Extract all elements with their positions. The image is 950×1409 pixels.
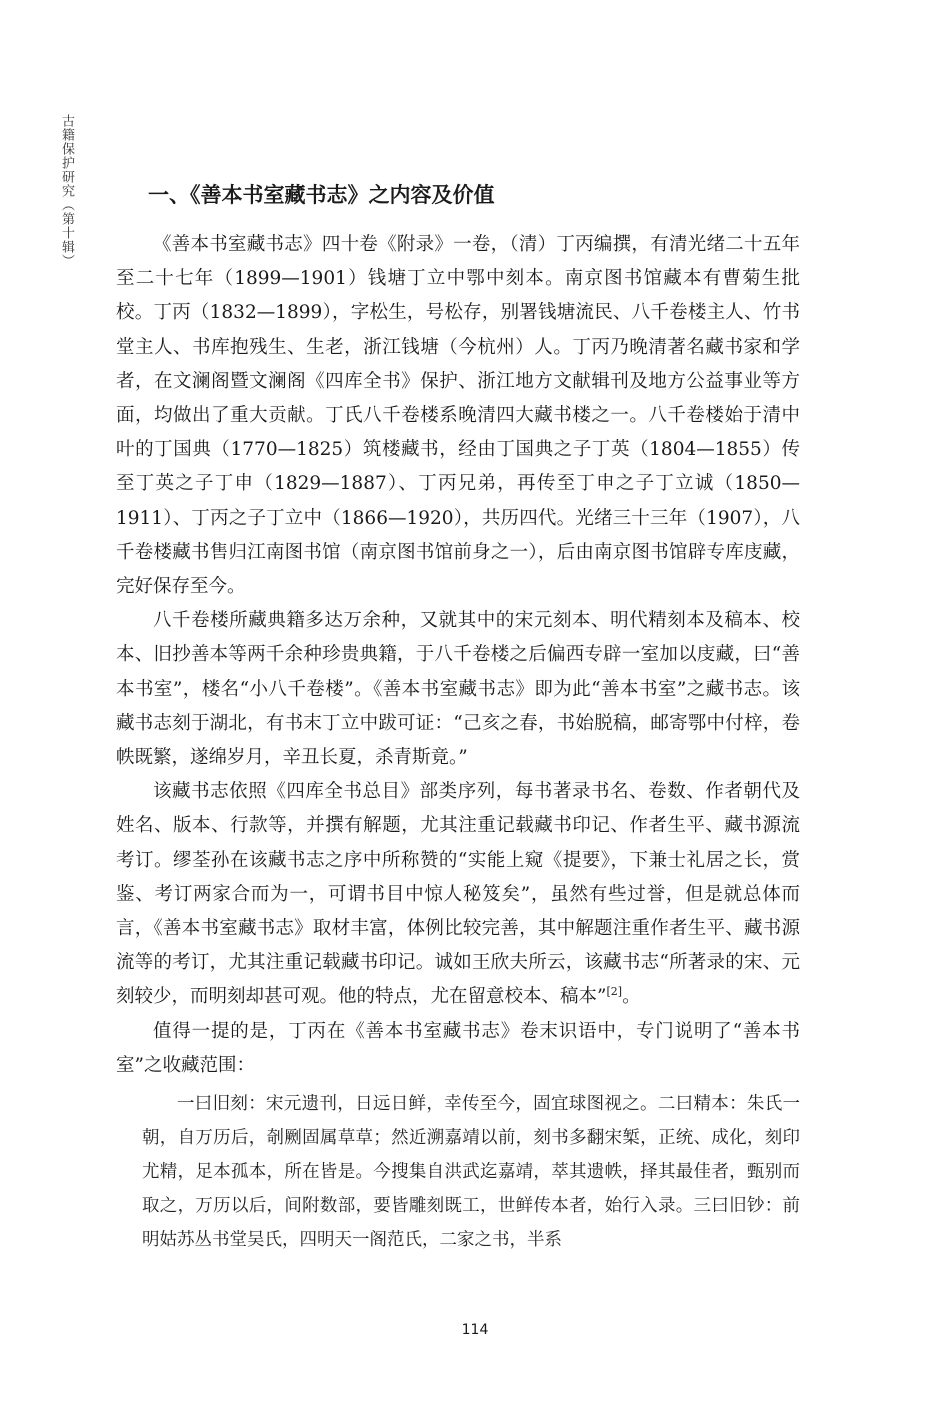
paragraph-2: 八千卷楼所藏典籍多达万余种，又就其中的宋元刻本、明代精刻本及稿本、校本、旧抄善本等两千余种珍贵典籍，于八千卷楼之后偏西专辟一室加以庋藏，曰“善本书室”，楼名“小八千卷楼”。《善本书室藏书志》即为此“善本书室”之藏书志。该藏书志刻于湖北，有书末丁立中跋可证：“己亥之春，书始脱稿，邮寄鄂中付梓，卷帙既繁，遂绵岁月，辛丑长夏，杀青斯竟。” (116, 610, 800, 769)
page-number: 114 (461, 1322, 489, 1338)
block-quote: 一曰旧刻：宋元遗刊，日远日鲜，幸传至今，固宜球图视之。二曰精本：朱氏一朝，自万历后，剞劂固属草草；然近溯嘉靖以前，刻书多翻宋椠，正统、成化，刻印尤精，足本孤本，所在皆是。今搜集自洪武迄嘉靖，萃其遗帙，择其最佳者，甄别而取之，万历以后，间附数部，要皆雕刻既工，世鲜传本者，始行入录。三曰旧钞：前明姑苏丛书堂吴氏，四明天一阁范氏，二家之书，半系 (142, 1094, 800, 1251)
paragraph-4: 值得一提的是，丁丙在《善本书室藏书志》卷末识语中，专门说明了“善本书室”之收藏范围： (116, 1020, 800, 1076)
article-body (116, 170, 800, 1257)
paragraph-3-tail: 。 (622, 986, 641, 1008)
paragraph-3 (116, 775, 800, 1014)
paragraph-1: 《善本书室藏书志》四十卷《附录》一卷，（清）丁丙编撰，有清光绪二十五年至二十七年（1899—1901）钱塘丁立中鄂中刻本。南京图书馆藏本有曹菊生批校。丁丙（1832—1899），字松生，号松存，别署钱塘流民、八千卷楼主人、竹书堂主人、书库抱残生、生老，浙江钱塘（今杭州）人。丁丙乃晚清著名藏书家和学者，在文澜阁暨文澜阁《四库全书》保护、浙江地方文献辑刊及地方公益事业等方面，均做出了重大贡献。丁氏八千卷楼系晚清四大藏书楼之一。八千卷楼始于清中叶的丁国典（1770—1825）筑楼藏书，经由丁国典之子丁英（1804—1855）传至丁英之子丁申（1829—1887）、丁丙兄弟，再传至丁申之子丁立诚（1850—1911）、丁丙之子丁立中（1866—1920），共历四代。光绪三十三年（1907），八千卷楼藏书售归江南图书馆（南京图书馆前身之一），后由南京图书馆辟专库庋藏，完好保存至今。 (116, 234, 800, 598)
section-title: 一、《善本书室藏书志》之内容及价值 (148, 183, 495, 207)
paragraph-3-text: 该藏书志依照《四库全书总目》部类序列，每书著录书名、卷数、作者朝代及姓名、版本、行款等，并撰有解题，尤其注重记载藏书印记、作者生平、藏书源流考订。缪荃孙在该藏书志之序中所称赞的“实能上窥《提要》，下兼士礼居之长，赏鉴、考订两家合而为一，可谓书目中惊人秘笈矣”，虽然有些过誉，但是就总体而言，《善本书室藏书志》取材丰富，体例比较完善，其中解题注重作者生平、藏书源流等的考订，尤其注重记载藏书印记。诚如王欣夫所云，该藏书志“所著录的宋、元刻较少，而明刻却甚可观。他的特点，尤在留意校本、稿本” (116, 781, 800, 1008)
running-head: 古籍保护研究（第十辑） (59, 114, 74, 268)
footnote-reference: [2] (606, 985, 623, 999)
